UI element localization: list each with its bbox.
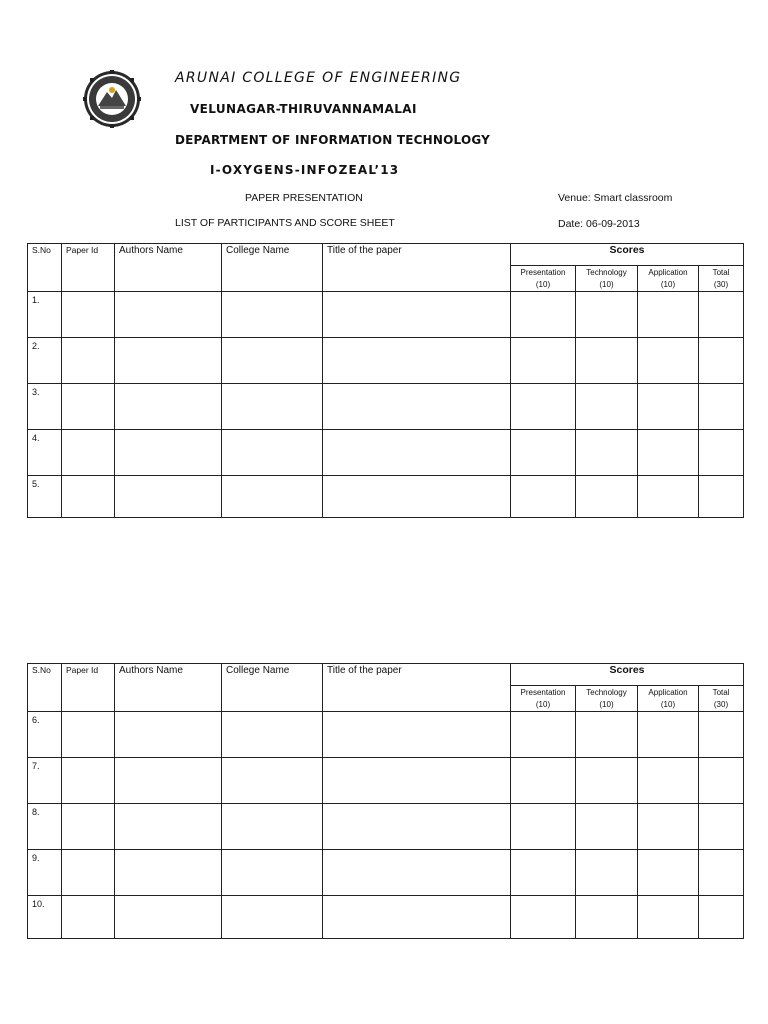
paper-id-cell[interactable] <box>62 476 115 518</box>
row-number: 3. <box>28 384 62 430</box>
presentation-score-cell[interactable] <box>511 758 576 804</box>
col-presentation: Presentation (10) <box>511 686 576 712</box>
total-score-cell[interactable] <box>699 712 744 758</box>
title-cell[interactable] <box>323 476 511 518</box>
college-cell[interactable] <box>222 292 323 338</box>
title-cell[interactable] <box>323 758 511 804</box>
title-cell[interactable] <box>323 292 511 338</box>
total-score-cell[interactable] <box>699 896 744 939</box>
col-title: Title of the paper <box>323 244 511 292</box>
authors-cell[interactable] <box>115 430 222 476</box>
col-scores: Scores <box>511 664 744 686</box>
presentation-score-cell[interactable] <box>511 804 576 850</box>
paper-id-cell[interactable] <box>62 292 115 338</box>
technology-score-cell[interactable] <box>576 292 638 338</box>
technology-score-cell[interactable] <box>576 476 638 518</box>
technology-score-cell[interactable] <box>576 804 638 850</box>
total-score-cell[interactable] <box>699 338 744 384</box>
technology-score-cell[interactable] <box>576 384 638 430</box>
paper-id-cell[interactable] <box>62 804 115 850</box>
application-score-cell[interactable] <box>638 476 699 518</box>
score-table-1 <box>27 243 744 518</box>
presentation-score-cell[interactable] <box>511 850 576 896</box>
technology-score-cell[interactable] <box>576 712 638 758</box>
table-row <box>28 430 744 476</box>
title-cell[interactable] <box>323 804 511 850</box>
application-score-cell[interactable] <box>638 430 699 476</box>
title-cell[interactable] <box>323 896 511 939</box>
college-cell[interactable] <box>222 896 323 939</box>
table-row <box>28 850 744 896</box>
title-cell[interactable] <box>323 384 511 430</box>
presentation-score-cell[interactable] <box>511 292 576 338</box>
technology-score-cell[interactable] <box>576 850 638 896</box>
presentation-score-cell[interactable] <box>511 384 576 430</box>
college-cell[interactable] <box>222 758 323 804</box>
col-college: College Name <box>222 244 323 292</box>
title-cell[interactable] <box>323 712 511 758</box>
paper-id-cell[interactable] <box>62 896 115 939</box>
total-score-cell[interactable] <box>699 384 744 430</box>
table-row <box>28 476 744 518</box>
row-number: 6. <box>28 712 62 758</box>
col-paper-id: Paper Id <box>62 664 115 712</box>
application-score-cell[interactable] <box>638 850 699 896</box>
presentation-score-cell[interactable] <box>511 338 576 384</box>
paper-id-cell[interactable] <box>62 338 115 384</box>
total-score-cell[interactable] <box>699 758 744 804</box>
presentation-score-cell[interactable] <box>511 476 576 518</box>
col-title: Title of the paper <box>323 664 511 712</box>
table-row <box>28 338 744 384</box>
event-type: PAPER PRESENTATION <box>245 192 363 204</box>
col-college: College Name <box>222 664 323 712</box>
college-name: ARUNAI COLLEGE OF ENGINEERING <box>175 70 462 86</box>
presentation-score-cell[interactable] <box>511 712 576 758</box>
col-authors: Authors Name <box>115 244 222 292</box>
paper-id-cell[interactable] <box>62 850 115 896</box>
col-sno: S.No <box>28 244 62 292</box>
department-name: DEPARTMENT OF INFORMATION TECHNOLOGY <box>175 133 491 147</box>
college-cell[interactable] <box>222 476 323 518</box>
application-score-cell[interactable] <box>638 758 699 804</box>
application-score-cell[interactable] <box>638 804 699 850</box>
col-presentation: Presentation (10) <box>511 266 576 292</box>
college-cell[interactable] <box>222 712 323 758</box>
title-cell[interactable] <box>323 850 511 896</box>
presentation-score-cell[interactable] <box>511 430 576 476</box>
col-application: Application (10) <box>638 686 699 712</box>
col-technology: Technology (10) <box>576 686 638 712</box>
application-score-cell[interactable] <box>638 338 699 384</box>
event-name: I-OXYGENS-INFOZEAL’13 <box>210 163 400 177</box>
technology-score-cell[interactable] <box>576 430 638 476</box>
paper-id-cell[interactable] <box>62 712 115 758</box>
total-score-cell[interactable] <box>699 850 744 896</box>
college-cell[interactable] <box>222 430 323 476</box>
sheet-title: LIST OF PARTICIPANTS AND SCORE SHEET <box>175 217 395 229</box>
total-score-cell[interactable] <box>699 292 744 338</box>
authors-cell[interactable] <box>115 476 222 518</box>
row-number: 1. <box>28 292 62 338</box>
authors-cell[interactable] <box>115 292 222 338</box>
authors-cell[interactable] <box>115 338 222 384</box>
authors-cell[interactable] <box>115 850 222 896</box>
paper-id-cell[interactable] <box>62 384 115 430</box>
college-cell[interactable] <box>222 338 323 384</box>
total-score-cell[interactable] <box>699 430 744 476</box>
paper-id-cell[interactable] <box>62 430 115 476</box>
row-number: 9. <box>28 850 62 896</box>
technology-score-cell[interactable] <box>576 338 638 384</box>
paper-id-cell[interactable] <box>62 758 115 804</box>
presentation-score-cell[interactable] <box>511 896 576 939</box>
table-row <box>28 896 744 939</box>
col-application: Application (10) <box>638 266 699 292</box>
col-sno: S.No <box>28 664 62 712</box>
col-total: Total (30) <box>699 266 744 292</box>
score-table-2 <box>27 663 744 939</box>
college-cell[interactable] <box>222 850 323 896</box>
application-score-cell[interactable] <box>638 292 699 338</box>
application-score-cell[interactable] <box>638 896 699 939</box>
venue: Venue: Smart classroom <box>558 192 673 204</box>
authors-cell[interactable] <box>115 712 222 758</box>
row-number: 4. <box>28 430 62 476</box>
title-cell[interactable] <box>323 430 511 476</box>
row-number: 10. <box>28 896 62 939</box>
college-emblem-logo <box>78 70 146 128</box>
col-scores: Scores <box>511 244 744 266</box>
college-cell[interactable] <box>222 384 323 430</box>
college-cell[interactable] <box>222 804 323 850</box>
col-total: Total (30) <box>699 686 744 712</box>
application-score-cell[interactable] <box>638 712 699 758</box>
technology-score-cell[interactable] <box>576 758 638 804</box>
table-row <box>28 758 744 804</box>
col-technology: Technology (10) <box>576 266 638 292</box>
table-row <box>28 292 744 338</box>
col-paper-id: Paper Id <box>62 244 115 292</box>
authors-cell[interactable] <box>115 896 222 939</box>
authors-cell[interactable] <box>115 804 222 850</box>
table-row <box>28 712 744 758</box>
title-cell[interactable] <box>323 338 511 384</box>
date: Date: 06-09-2013 <box>558 218 640 230</box>
table-row <box>28 384 744 430</box>
college-location: VELUNAGAR-THIRUVANNAMALAI <box>190 102 417 116</box>
row-number: 5. <box>28 476 62 518</box>
application-score-cell[interactable] <box>638 384 699 430</box>
col-authors: Authors Name <box>115 664 222 712</box>
row-number: 8. <box>28 804 62 850</box>
total-score-cell[interactable] <box>699 476 744 518</box>
technology-score-cell[interactable] <box>576 896 638 939</box>
table-row <box>28 804 744 850</box>
authors-cell[interactable] <box>115 384 222 430</box>
authors-cell[interactable] <box>115 758 222 804</box>
total-score-cell[interactable] <box>699 804 744 850</box>
row-number: 2. <box>28 338 62 384</box>
row-number: 7. <box>28 758 62 804</box>
